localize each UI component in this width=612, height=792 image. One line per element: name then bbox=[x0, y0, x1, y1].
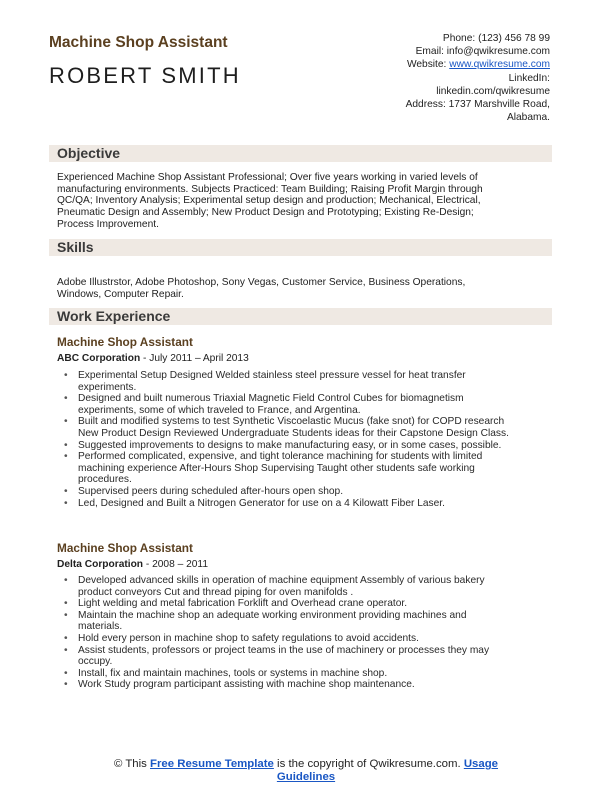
job-1-bullets bbox=[64, 370, 550, 509]
free-resume-template-link[interactable]: Free Resume Template bbox=[150, 758, 274, 770]
list-item: • Assist students, professors or project teams in the use of machinery or processes they may occupy. bbox=[64, 645, 550, 668]
work-heading-bar bbox=[49, 308, 552, 325]
job-title: Machine Shop Assistant bbox=[49, 34, 228, 51]
contact-phone: Phone: (123) 456 78 99 bbox=[442, 33, 550, 44]
list-item: • Built and modified systems to test Synthetic Viscoelastic Mucus (fake snot) for COPD research New Product Design Reviewed Undergraduate Students ideas for their Capstone Design Class. bbox=[64, 416, 550, 439]
objective-heading: Objective bbox=[57, 145, 121, 161]
list-item: • Hold every person in machine shop to safety regulations to avoid accidents. bbox=[64, 633, 550, 645]
contact-email: Email: info@qwikresume.com bbox=[415, 46, 550, 58]
footer: © This Free Resume Template is the copyright of Qwikresume.com. Usage Guidelines bbox=[113, 758, 499, 783]
work-heading: Work Experience bbox=[57, 308, 171, 324]
job-2-title: Machine Shop Assistant bbox=[57, 541, 193, 555]
contact-address-line2: Alabama. bbox=[506, 112, 550, 124]
skills-heading-bar bbox=[49, 239, 552, 256]
website-link[interactable]: www.qwikresume.com bbox=[449, 59, 550, 71]
skills-text: Adobe Illustrstor, Adobe Photoshop, Sony Vegas, Customer Service, Business Operations, Windows, Computer Repair. bbox=[57, 277, 466, 300]
list-item: • Install, fix and maintain machines, tools or systems in machine shop. bbox=[64, 668, 550, 680]
contact-address: Address: 1737 Marshville Road, bbox=[405, 99, 550, 111]
contact-block bbox=[310, 32, 550, 124]
job-2-meta: Delta Corporation - 2008 – 2011 bbox=[57, 559, 208, 570]
list-item: • Maintain the machine shop an adequate working environment providing machines and materials. bbox=[64, 610, 550, 633]
objective-text: Experienced Machine Shop Assistant Professional; Over five years working in varied levels of manufacturing environments. Subjects Practiced: Team Building; Raising Profit Margin through QC/QA; Inventory Analysis; Experimental setup design and production; Mechanical, Electrical, Pneumatic Design and Assembly; New Product Design and Prototyping; Existing Re-Design; Process Improvement. bbox=[57, 172, 483, 230]
list-item: • Suggested improvements to designs to make manufacturing easy, or in some cases, possible. bbox=[64, 440, 550, 452]
usage-guidelines-link[interactable]: Usage bbox=[463, 758, 499, 770]
job-1-title: Machine Shop Assistant bbox=[57, 335, 193, 349]
job-1-meta: ABC Corporation - July 2011 – April 2013 bbox=[57, 353, 249, 364]
objective-heading-bar bbox=[49, 145, 552, 162]
list-item: • Led, Designed and Built a Nitrogen Generator for use on a 4 Kilowatt Fiber Laser. bbox=[64, 498, 550, 510]
list-item: • Light welding and metal fabrication Forklift and Overhead crane operator. bbox=[64, 598, 550, 610]
contact-linkedin: linkedin.com/qwikresume bbox=[436, 85, 550, 97]
job-2-bullets bbox=[64, 575, 550, 691]
list-item: • Work Study program participant assisting with machine shop maintenance. bbox=[64, 679, 550, 691]
skills-heading: Skills bbox=[57, 239, 94, 255]
list-item: • Developed advanced skills in operation of machine equipment Assembly of various bakery product conveyors Cut and thread piping for oven manifolds . bbox=[64, 575, 550, 598]
candidate-name: ROBERT SMITH bbox=[49, 63, 241, 88]
contact-website: Website: www.qwikresume.com bbox=[406, 59, 550, 71]
list-item: • Supervised peers during scheduled after-hours open shop. bbox=[64, 486, 550, 498]
list-item: • Experimental Setup Designed Welded stainless steel pressure vessel for heat transfer experiments. bbox=[64, 370, 550, 393]
usage-guidelines-link-cont[interactable]: Guidelines bbox=[276, 771, 336, 783]
contact-linkedin-label: LinkedIn: bbox=[508, 72, 550, 84]
list-item: • Designed and built numerous Triaxial Magnetic Field Control Cubes for biomagnetism experiments, some of which traveled to France, and Argentina. bbox=[64, 393, 550, 416]
list-item: • Performed complicated, expensive, and tight tolerance machining for students with limited machining experience After-Hours Shop Supervising Taught other students safe working procedures. bbox=[64, 451, 550, 486]
